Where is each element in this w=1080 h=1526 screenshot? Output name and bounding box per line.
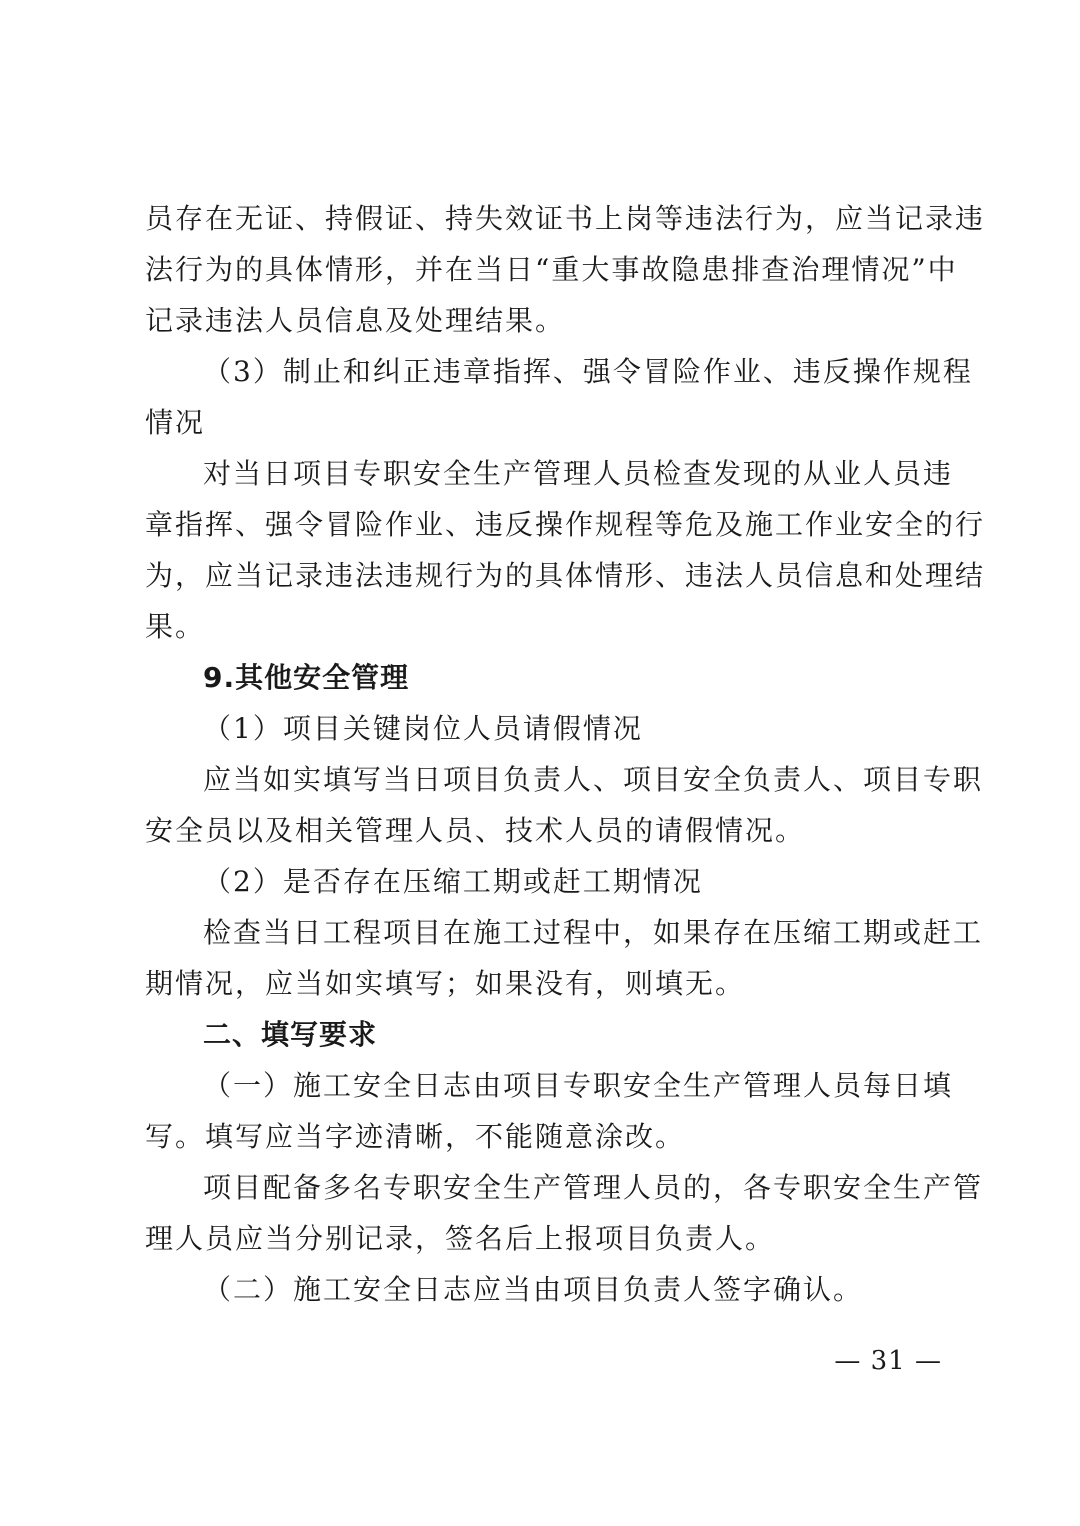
body-line: 理人员应当分别记录，签名后上报项目负责人。 xyxy=(145,1222,776,1255)
section-heading: 9.其他安全管理 xyxy=(203,661,410,694)
body-line: 期情况，应当如实填写；如果没有，则填无。 xyxy=(145,967,746,1000)
document-body xyxy=(145,193,986,1315)
subsection-heading: （1）项目关键岗位人员请假情况 xyxy=(203,712,643,745)
subsection-heading-continued: 情况 xyxy=(145,406,206,439)
subsection-heading: （3）制止和纠正违章指挥、强令冒险作业、违反操作规程 xyxy=(203,355,973,388)
body-line: （一）施工安全日志由项目专职安全生产管理人员每日填 xyxy=(203,1069,954,1102)
body-line: 果。 xyxy=(145,610,206,643)
body-line: 章指挥、强令冒险作业、违反操作规程等危及施工作业安全的行 xyxy=(145,508,986,541)
body-line: 记录违法人员信息及处理结果。 xyxy=(145,304,566,337)
subsection-heading: （2）是否存在压缩工期或赶工期情况 xyxy=(203,865,703,898)
section-heading: 二、填写要求 xyxy=(203,1018,378,1051)
body-line: 写。填写应当字迹清晰，不能随意涂改。 xyxy=(145,1120,686,1153)
body-line: 应当如实填写当日项目负责人、项目安全负责人、项目专职 xyxy=(203,763,984,796)
body-line: 对当日项目专职安全生产管理人员检查发现的从业人员违 xyxy=(203,457,954,490)
body-line: 安全员以及相关管理人员、技术人员的请假情况。 xyxy=(145,814,806,847)
body-line: 检查当日工程项目在施工过程中，如果存在压缩工期或赶工 xyxy=(203,916,984,949)
body-line: 为，应当记录违法违规行为的具体情形、违法人员信息和处理结 xyxy=(145,559,986,592)
body-line: 项目配备多名专职安全生产管理人员的，各专职安全生产管 xyxy=(203,1171,984,1204)
page-number: — 31 — xyxy=(834,1346,942,1376)
body-line: （二）施工安全日志应当由项目负责人签字确认。 xyxy=(203,1273,864,1306)
body-line: 员存在无证、持假证、持失效证书上岗等违法行为，应当记录违 xyxy=(145,202,986,235)
body-line: 法行为的具体情形，并在当日“重大事故隐患排查治理情况”中 xyxy=(145,253,958,286)
